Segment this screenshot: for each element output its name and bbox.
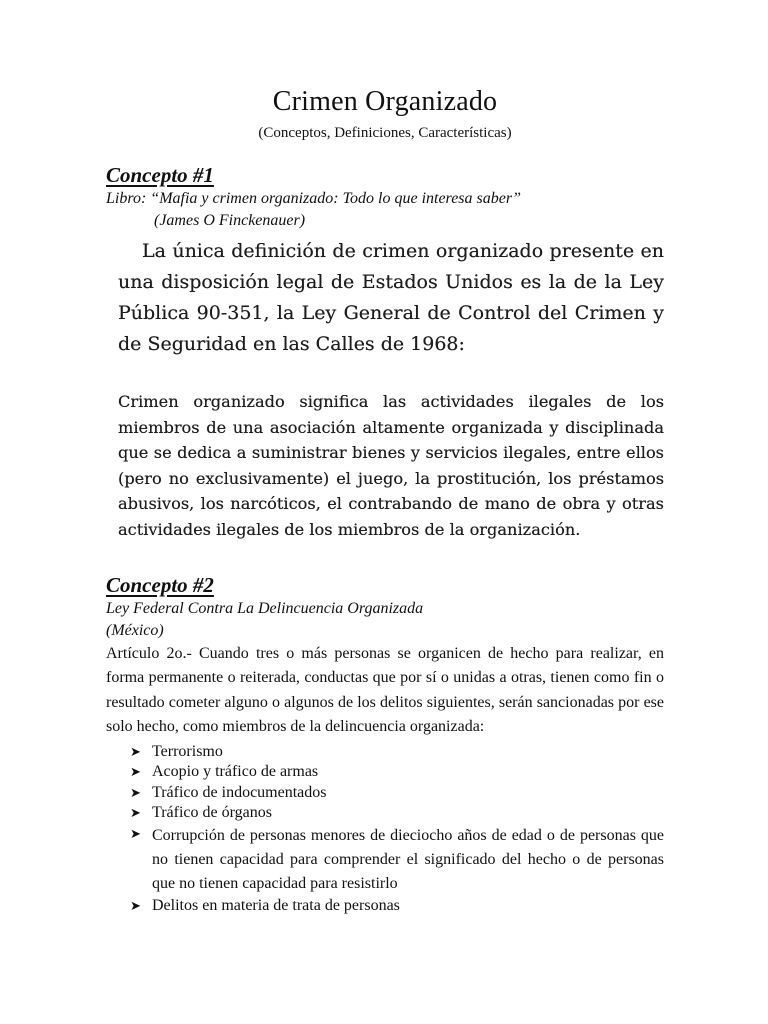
book-author: (James O Finckenauer) bbox=[154, 212, 306, 229]
list-item: ➤ Tráfico de órganos bbox=[130, 803, 664, 824]
list-item: ➤ Acopio y tráfico de armas bbox=[130, 762, 664, 783]
concept-1-heading: Concepto #1 bbox=[106, 163, 214, 187]
document-subtitle: (Conceptos, Definiciones, Características) bbox=[258, 125, 512, 141]
list-item: ➤ Tráfico de indocumentados bbox=[130, 783, 664, 804]
document-page bbox=[106, 0, 664, 1024]
arrowhead-bullet-icon: ➤ bbox=[130, 898, 141, 913]
list-item: ➤ Terrorismo bbox=[130, 742, 664, 763]
arrowhead-bullet-icon: ➤ bbox=[130, 784, 141, 800]
document-title: Crimen Organizado bbox=[272, 86, 498, 117]
list-item: ➤ Corrupción de personas menores de dieciocho años de edad o de personas que no tienen capacidad para comprender el significado del hecho o de personas que no tienen capacidad para resistirlo bbox=[130, 826, 664, 892]
book-reference: Libro: “Mafia y crimen organizado: Todo lo que interesa saber” bbox=[106, 190, 521, 207]
law-title: Ley Federal Contra La Delincuencia Organizada bbox=[106, 600, 424, 617]
arrowhead-bullet-icon: ➤ bbox=[130, 805, 141, 821]
arrowhead-bullet-icon: ➤ bbox=[130, 743, 141, 759]
arrowhead-bullet-icon: ➤ bbox=[130, 764, 141, 780]
concept-2-heading: Concepto #2 bbox=[106, 573, 214, 597]
article-text: Artículo 2o.- Cuando tres o más personas se organicen de hecho para realizar, en forma permanente o reiterada, conductas que por sí o unidas a otras, tienen como fin o resultado cometer alguno o algunos de los delitos siguientes, serán sancionadas por ese solo hecho, como miembros de la delincuencia organizada: bbox=[106, 645, 664, 736]
crime-list bbox=[106, 742, 664, 917]
law-country: (México) bbox=[106, 622, 164, 639]
scanned-paragraph-2: Crimen organizado significa las actividades ilegales de los miembros de una asociación altamente organizada y disciplinada que se dedica a suministrar bienes y servicios ilegales, entre ellos (pero no exclusivamente) el juego, la prostitución, los préstamos abusivos, los narcóticos, el contrabando de mano de obra y otras actividades ilegales de los miembros de la organización. bbox=[118, 392, 664, 539]
arrowhead-bullet-icon: ➤ bbox=[130, 826, 141, 841]
list-item: ➤ Delitos en materia de trata de personas bbox=[130, 896, 664, 917]
scanned-paragraph-1: La única definición de crimen organizado presente en una disposición legal de Estados Unidos es la de la Ley Pública 90-351, la Ley General de Control del Crimen y de Seguridad en las Calles de 1968: bbox=[118, 240, 664, 355]
scanned-excerpt bbox=[118, 236, 664, 542]
